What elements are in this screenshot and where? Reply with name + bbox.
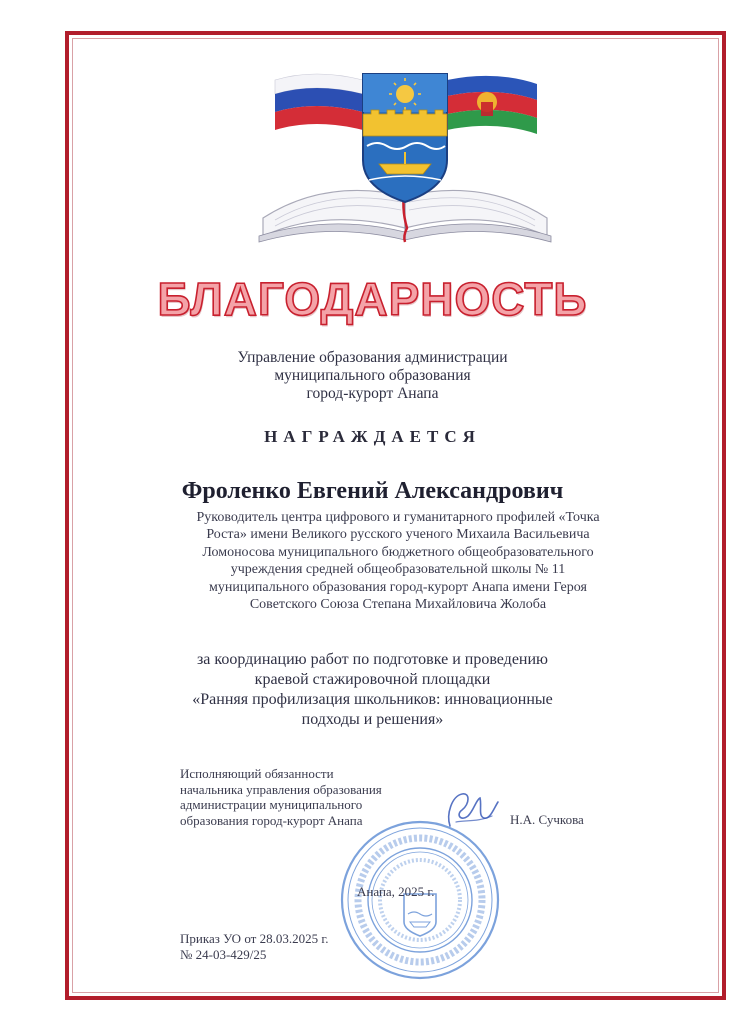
position-line: Роста» имени Великого русского ученого Михаила Васильевича: [206, 527, 590, 543]
department-line: Управление образования администрации: [237, 349, 508, 366]
department-line: муниципального образования: [274, 367, 471, 384]
position-line: Советского Союза Степана Михайловича Жолоба: [249, 597, 547, 613]
reason-line: краевой стажировочной площадки: [254, 671, 491, 688]
official-stamp-icon: [338, 818, 502, 982]
award-reason: [0, 650, 745, 730]
signatory-title-line: администрации муниципального: [180, 797, 363, 813]
krasnodar-flag-icon: [447, 76, 537, 134]
position-line: учреждения средней общеобразовательной школы № 11: [230, 562, 566, 578]
emblem-illustration: [255, 68, 555, 244]
signatory-title-line: Исполняющий обязанности: [180, 766, 334, 781]
awarded-heading: НАГРАЖДАЕТСЯ: [264, 427, 481, 446]
anapa-coat-of-arms-icon: [363, 74, 447, 202]
order-line: № 24-03-429/25: [180, 946, 267, 962]
reason-line: «Ранняя профилизация школьников: инновационные: [192, 691, 553, 708]
issuing-department: [0, 349, 745, 403]
place-date: Анапа, 2025 г.: [357, 884, 435, 899]
position-line: Руководитель центра цифрового и гуманитарного профилей «Точка: [196, 510, 600, 525]
department-line: город-курорт Анапа: [306, 385, 439, 402]
signatory-title-line: начальника управления образования: [180, 781, 382, 797]
position-line: Ломоносова муниципального бюджетного общеобразовательного: [202, 544, 594, 560]
russian-flag-icon: [275, 74, 363, 130]
reason-line: подходы и решения»: [301, 711, 444, 728]
signature-icon: [436, 786, 506, 834]
signatory-name: Н.А. Сучкова: [510, 812, 584, 827]
certificate-title: БЛАГОДАРНОСТЬ: [157, 273, 588, 325]
signatory-title-line: образования город-курорт Анапа: [180, 812, 363, 828]
recipient-name: Фроленко Евгений Александрович: [181, 478, 564, 504]
order-line: Приказ УО от 28.03.2025 г.: [180, 931, 329, 946]
order-reference: [180, 931, 328, 962]
position-line: муниципального образования город-курорт Анапа имени Героя: [209, 579, 587, 595]
recipient-position: [178, 509, 618, 613]
reason-line: за координацию работ по подготовке и проведению: [196, 651, 548, 668]
